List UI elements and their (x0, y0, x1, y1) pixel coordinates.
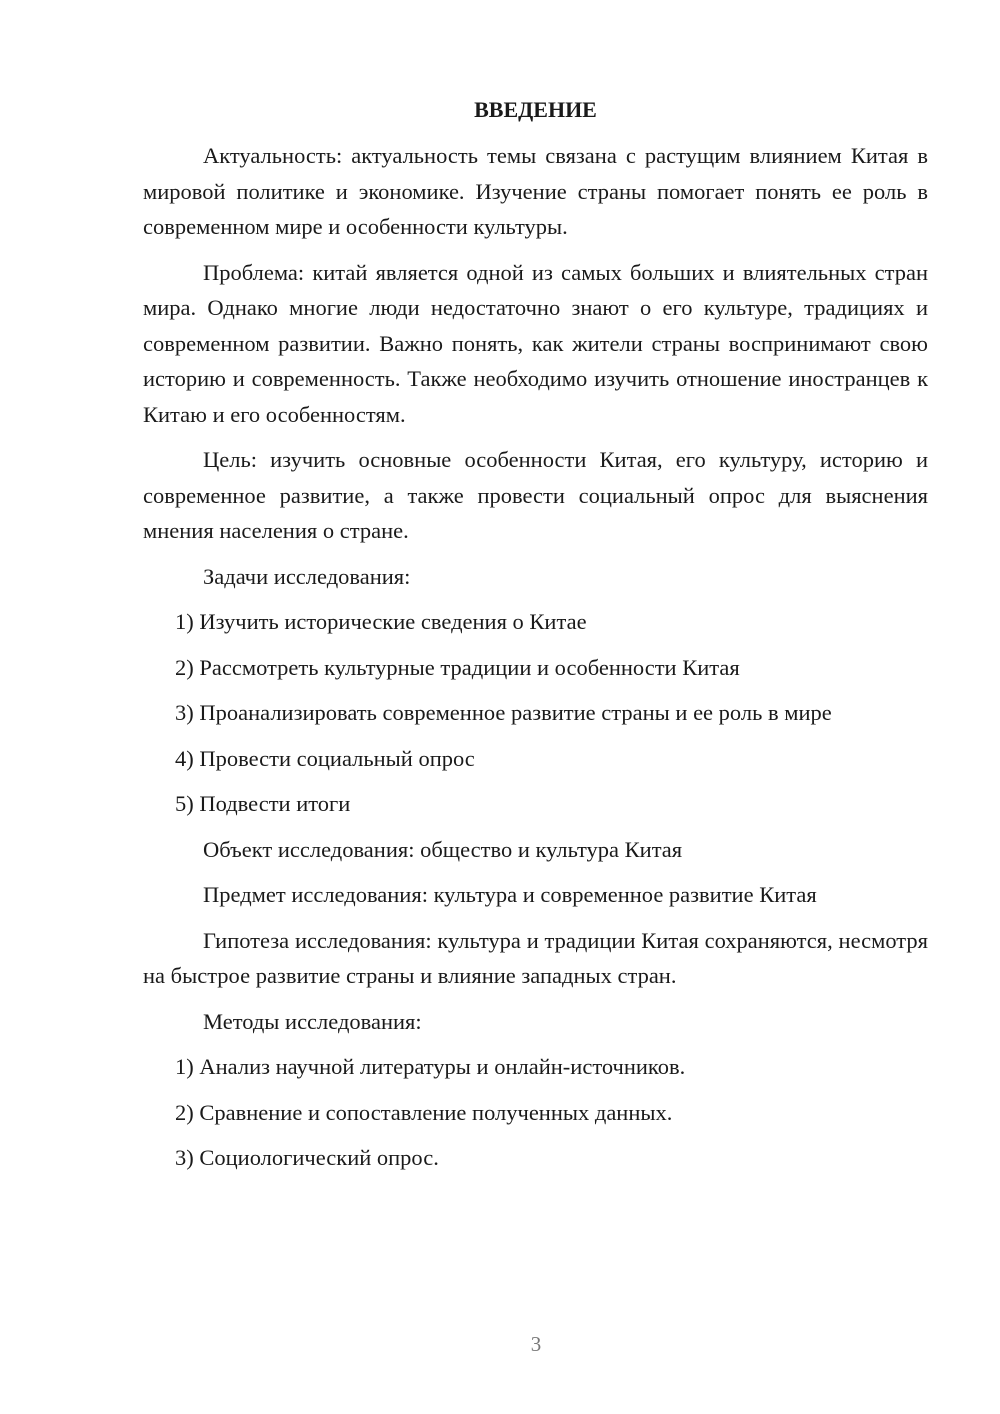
task-item: 2) Рассмотреть культурные традиции и особенности Китая (175, 654, 740, 680)
task-item: 3) Проанализировать современное развитие страны и ее роль в мире (175, 700, 832, 725)
method-item: 2) Сравнение и сопоставление полученных данных. (175, 1099, 673, 1125)
page-title: ВВЕДЕНИЕ (474, 97, 597, 122)
goal-paragraph: Цель: изучить основные особенности Китая, его культуру, историю и современное развитие, а также провести социальный опрос для выяснения мнения населения о стране. (143, 447, 928, 543)
method-item: 3) Социологический опрос. (175, 1145, 439, 1170)
research-object: Объект исследования: общество и культура Китая (203, 836, 683, 862)
tasks-heading: Задачи исследования: (203, 563, 411, 589)
method-item: 1) Анализ научной литературы и онлайн-источников. (175, 1054, 686, 1079)
relevance-paragraph: Актуальность: актуальность темы связана с растущим влиянием Китая в мировой политике и экономике. Изучение страны помогает понять ее роль в современном мире и особенности культуры. (143, 143, 928, 239)
methods-heading: Методы исследования: (203, 1008, 422, 1034)
problem-paragraph: Проблема: китай является одной из самых больших и влиятельных стран мира. Однако многие люди недостаточно знают о его культуре, традициях и современном развитии. Важно понять, как жители страны воспринимают свою историю и современность. Также необходимо изучить отношение иностранцев к Китаю и его особенностям. (143, 259, 928, 427)
document-page (143, 92, 928, 1186)
task-item: 5) Подвести итоги (175, 791, 351, 816)
task-item: 1) Изучить исторические сведения о Китае (175, 609, 587, 634)
page-number: 3 (530, 1332, 542, 1356)
hypothesis-paragraph: Гипотеза исследования: культура и традиции Китая сохраняются, несмотря на быстрое развитие страны и влияние западных стран. (143, 927, 928, 988)
task-item: 4) Провести социальный опрос (175, 745, 475, 771)
research-subject: Предмет исследования: культура и современное развитие Китая (203, 882, 817, 907)
